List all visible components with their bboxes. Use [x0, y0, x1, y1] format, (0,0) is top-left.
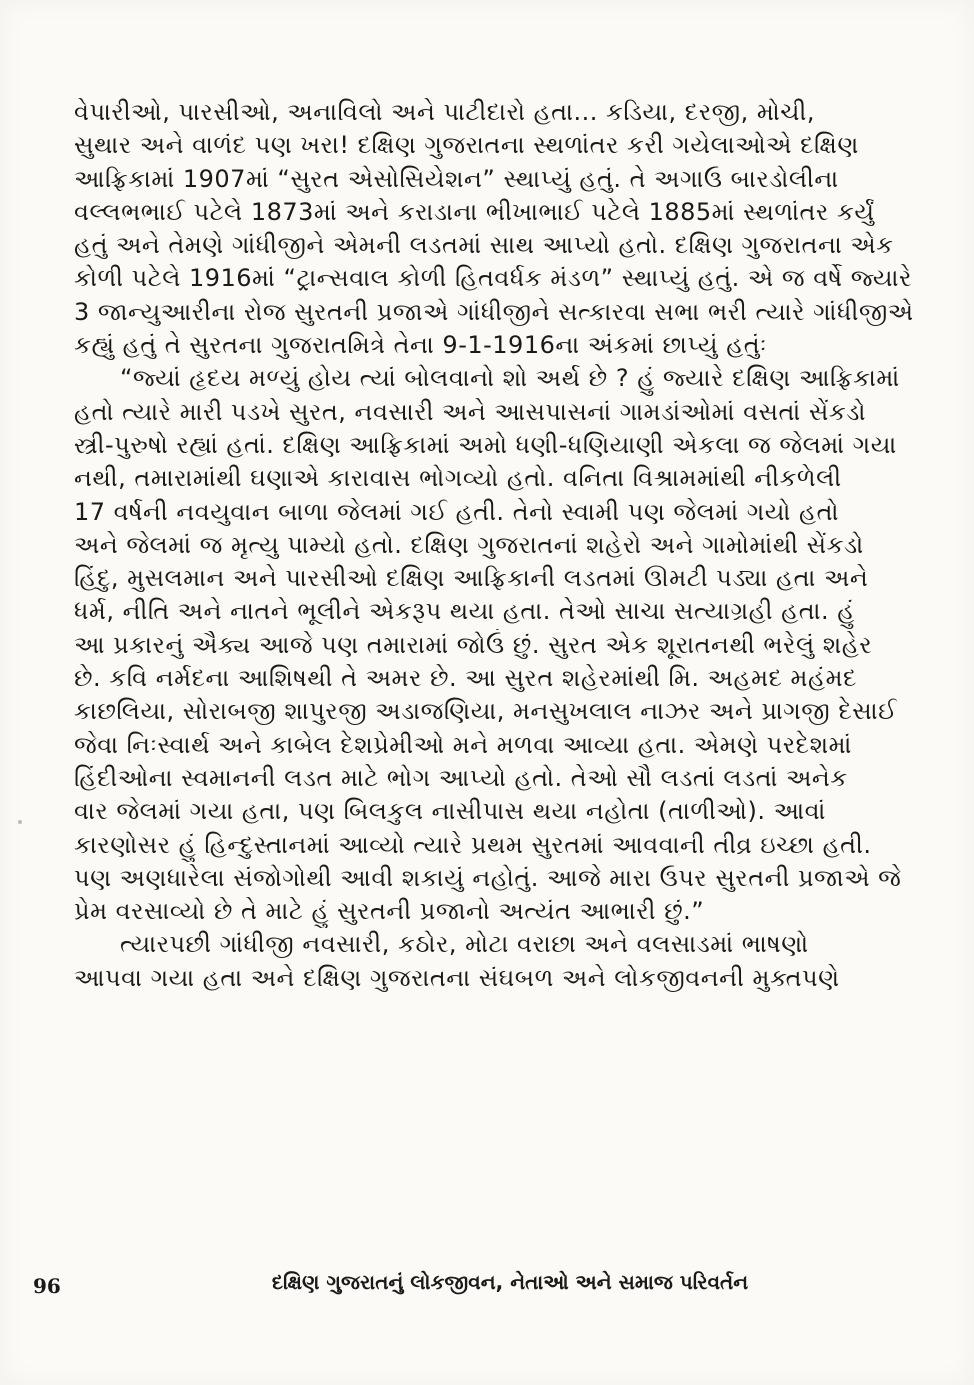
- page-footer: [0, 1270, 974, 1310]
- text-line: ત્યારપછી ગાંધીજી નવસારી, કઠોર, મોટા વરાછા અને વલસાડમાં ભાષણો: [120, 930, 809, 959]
- text-line: સ્ત્રી-પુરુષો રહ્યાં હતાં. દક્ષિણ આફ્રિકામાં અમો ધણી-ધણિયાણી એકલા જ જેલમાં ગયા: [74, 430, 897, 459]
- text-line: કહ્યું હતું તે સુરતના ગુજરાતમિત્રે તેના 9-1-1916ના અંકમાં છાપ્યું હતુંઃ: [74, 331, 768, 360]
- text-line: વેપારીઓ, પારસીઓ, અનાવિલો અને પાટીદારો હતા... કડિયા, દરજી, મોચી,: [74, 98, 815, 126]
- text-line: પણ અણધારેલા સંજોગોથી આવી શકાયું નહોતું. આજે મારા ઉપર સુરતની પ્રજાએ જે: [74, 863, 902, 892]
- text-line: વલ્લભભાઈ પટેલે 1873માં અને કરાડાના ભીખાભાઈ પટેલે 1885માં સ્થળાંતર કર્યું: [74, 197, 875, 226]
- text-line: 17 વર્ષની નવયુવાન બાળા જેલમાં ગઈ હતી. તેનો સ્વામી પણ જેલમાં ગયો હતો: [74, 497, 839, 526]
- body-text: [74, 96, 942, 995]
- text-line: અને જેલમાં જ મૃત્યુ પામ્યો હતો. દક્ષિણ ગુજરાતનાં શહેરો અને ગામોમાંથી સેંકડો: [74, 530, 864, 559]
- text-line: વાર જેલમાં ગયા હતા, પણ બિલકુલ નાસીપાસ થયા નહોતા (તાળીઓ). આવાં: [74, 797, 826, 826]
- text-line: હિંદીઓના સ્વમાનની લડત માટે ભોગ આપ્યો હતો. તેઓ સૌ લડતાં લડતાં અનેક: [74, 763, 848, 792]
- running-title: દક્ષિણ ગુજરાતનું લોકજીવન, નેતાઓ અને સમાજ પરિવર્તન: [271, 1270, 749, 1294]
- text-line: છે. કવિ નર્મદના આશિષથી તે અમર છે. આ સુરત શહેરમાંથી મિ. અહમદ મહંમદ: [74, 664, 857, 693]
- text-line: ધર્મ, નીતિ અને નાતને ભૂલીને એકરૂપ થયા હતા. તેઓ સાચા સત્યાગ્રહી હતા. હું: [74, 597, 855, 626]
- text-line: સુથાર અને વાળંદ પણ ખરા! દક્ષિણ ગુજરાતના સ્થળાંતર કરી ગયેલાઓએ દક્ષિણ: [74, 131, 859, 160]
- text-line: નથી, તમારામાંથી ઘણાએ કારાવાસ ભોગવ્યો હતો. વનિતા વિશ્રામમાંથી નીકળેલી: [74, 464, 842, 493]
- text-line: કોળી પટેલે 1916માં “ટ્રાન્સવાલ કોળી હિતવર્ધક મંડળ” સ્થાપ્યું હતું. એ જ વર્ષે જ્યારે: [74, 264, 912, 293]
- text-line: આપવા ગયા હતા અને દક્ષિણ ગુજરાતના સંઘબળ અને લોકજીવનની મુક્તપણે: [74, 963, 840, 992]
- text-line: કારણોસર હું હિન્દુસ્તાનમાં આવ્યો ત્યારે પ્રથમ સુરતમાં આવવાની તીવ્ર ઇચ્છા હતી.: [74, 830, 872, 859]
- text-line: હતું અને તેમણે ગાંધીજીને એમની લડતમાં સાથ આપ્યો હતો. દક્ષિણ ગુજરાતના એક: [74, 231, 894, 260]
- text-line: હિંદુ, મુસલમાન અને પારસીઓ દક્ષિણ આફ્રિકાની લડતમાં ઊમટી પડ્યા હતા અને: [74, 564, 869, 593]
- paragraph-2-quote: [74, 362, 942, 928]
- paragraph-3: [74, 928, 942, 995]
- text-line: “જ્યાં હૃદય મળ્યું હોય ત્યાં બોલવાનો શો અર્થ છે ? હું જ્યારે દક્ષિણ આફ્રિકામાં: [120, 364, 900, 393]
- text-line: હતો ત્યારે મારી પડખે સુરત, નવસારી અને આસપાસનાં ગામડાંઓમાં વસતાં સેંકડો: [74, 397, 866, 426]
- page-number: 96: [33, 1274, 61, 1298]
- text-line: 3 જાન્યુઆરીના રોજ સુરતની પ્રજાએ ગાંધીજીને સત્કારવા સભા ભરી ત્યારે ગાંધીજીએ: [74, 297, 914, 326]
- text-line: પ્રેમ વરસાવ્યો છે તે માટે હું સુરતની પ્રજાનો અત્યંત આભારી છું.”: [74, 897, 705, 926]
- paper-speck: [18, 820, 22, 824]
- text-line: કાછલિયા, સોરાબજી શાપુરજી અડાજણિયા, મનસુખલાલ નાઝર અને પ્રાગજી દેસાઈ: [74, 697, 898, 726]
- paragraph-1: [74, 96, 942, 362]
- text-line: આ પ્રકારનું ઐક્ય આજે પણ તમારામાં જોઉં છું. સુરત એક શૂરાતનથી ભરેલું શહેર: [74, 630, 873, 659]
- text-line: જેવા નિઃસ્વાર્થ અને કાબેલ દેશપ્રેમીઓ મને મળવા આવ્યા હતા. એમણે પરદેશમાં: [74, 730, 852, 759]
- text-line: આફ્રિકામાં 1907માં “સુરત એસોસિયેશન” સ્થાપ્યું હતું. તે અગાઉ બારડોલીના: [74, 164, 839, 193]
